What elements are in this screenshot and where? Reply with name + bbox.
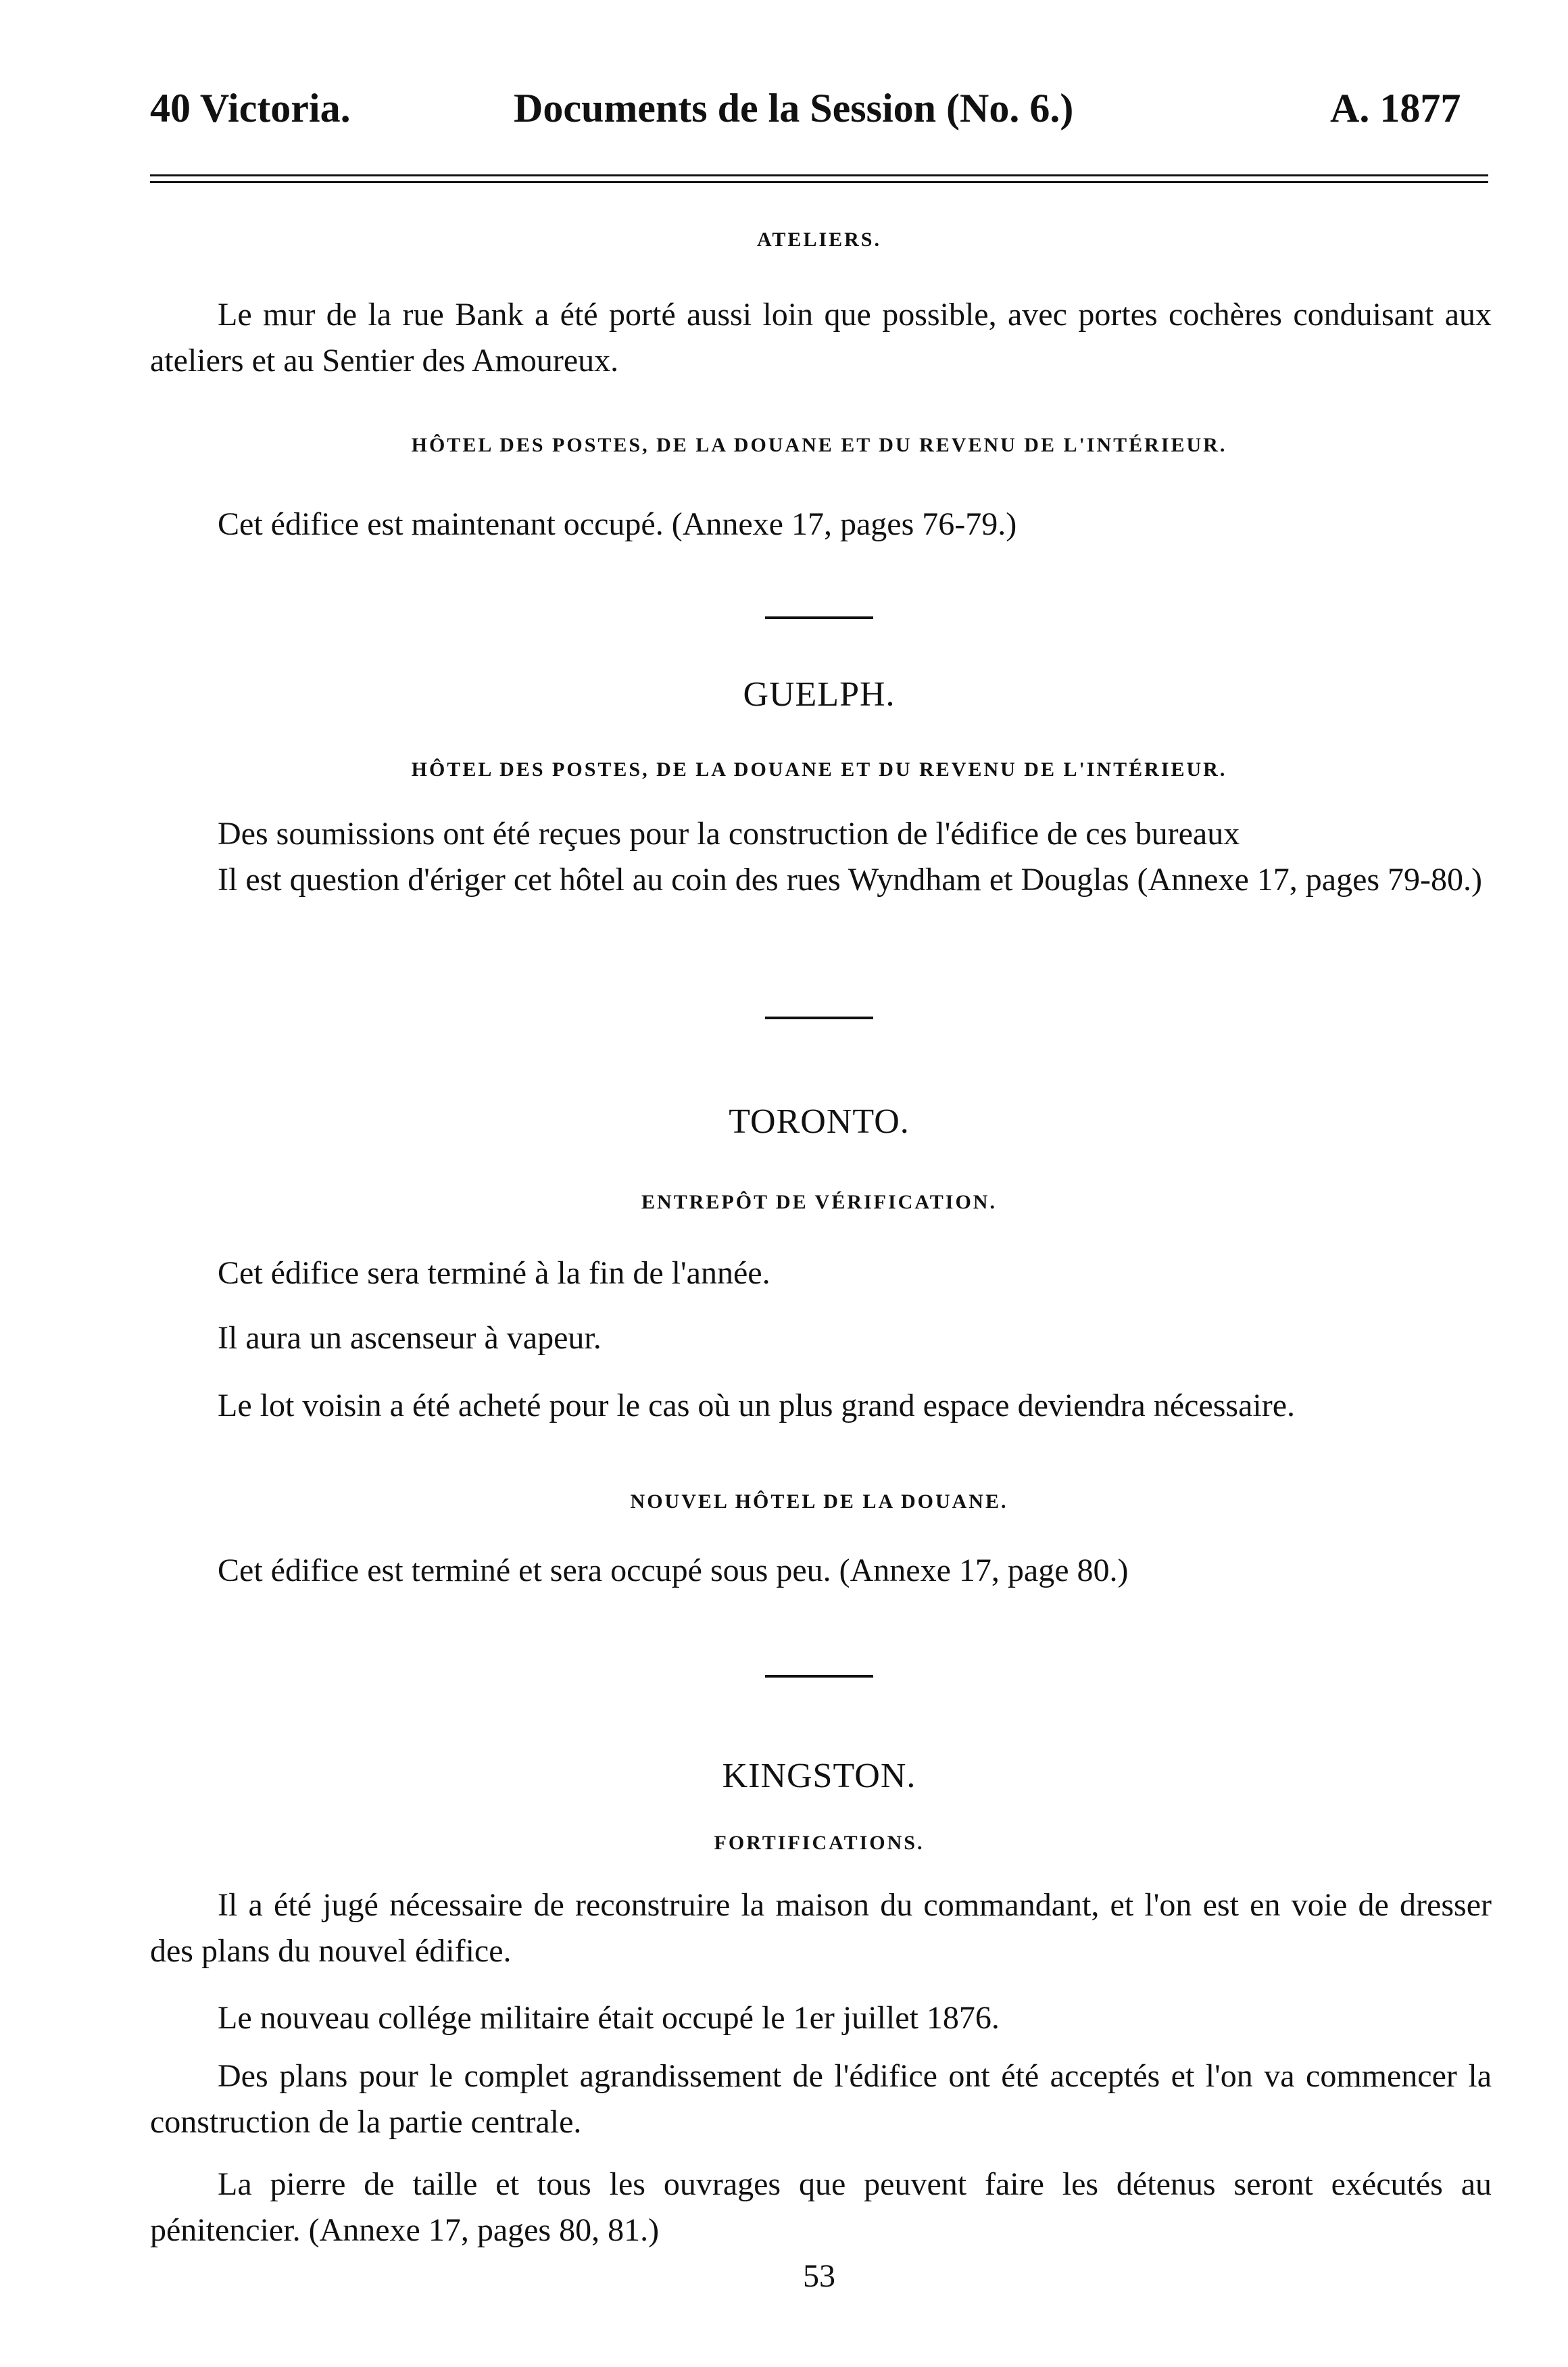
header-regnal-year: 40 Victoria. bbox=[150, 86, 351, 130]
paragraph-toronto-2: Il aura un ascenseur à vapeur. bbox=[218, 1320, 602, 1356]
header-document-title: Documents de la Session (No. 6.) bbox=[514, 86, 1074, 130]
section-title-toronto: TORONTO. bbox=[729, 1102, 910, 1141]
section-heading-entrepot: ENTREPÔT DE VÉRIFICATION. bbox=[641, 1191, 997, 1213]
paragraph-toronto-4: Cet édifice est terminé et sera occupé sous peu. (Annexe 17, page 80.) bbox=[218, 1553, 1129, 1588]
header-rule bbox=[150, 181, 1488, 183]
section-heading-hotel-guelph: HÔTEL DES POSTES, DE LA DOUANE ET DU REVENU DE L'INTÉRIEUR. bbox=[411, 758, 1227, 781]
header-year: A. 1877 bbox=[1330, 86, 1461, 130]
paragraph-kingston-1: Il a été jugé nécessaire de reconstruire la maison du commandant, et l'on est en voie de dresser des plans du nouvel édifice. bbox=[150, 1887, 1492, 1969]
paragraph-kingston-2: Le nouveau collége militaire était occupé le 1er juillet 1876. bbox=[218, 2000, 1000, 2036]
section-title-kingston: KINGSTON. bbox=[722, 1757, 916, 1795]
paragraph-ateliers: Le mur de la rue Bank a été porté aussi loin que possible, avec portes cochères conduisant aux ateliers et au Sentier des Amoureux. bbox=[150, 297, 1492, 379]
paragraph-hotel-ottawa: Cet édifice est maintenant occupé. (Annexe 17, pages 76-79.) bbox=[218, 506, 1017, 542]
paragraph-toronto-3: Le lot voisin a été acheté pour le cas où un plus grand espace deviendra nécessaire. bbox=[218, 1388, 1296, 1423]
paragraph-kingston-4: La pierre de taille et tous les ouvrages que peuvent faire les détenus seront exécutés au pénitencier. (Annexe 17, pages 80, 81.) bbox=[150, 2166, 1492, 2248]
section-heading-ateliers: ATELIERS. bbox=[756, 228, 881, 251]
section-divider bbox=[765, 1675, 873, 1678]
section-heading-douane: NOUVEL HÔTEL DE LA DOUANE. bbox=[630, 1490, 1008, 1513]
header-rule bbox=[150, 174, 1488, 176]
section-heading-hotel-ottawa: HÔTEL DES POSTES, DE LA DOUANE ET DU REVENU DE L'INTÉRIEUR. bbox=[411, 434, 1227, 456]
paragraph-toronto-1: Cet édifice sera terminé à la fin de l'année. bbox=[218, 1255, 770, 1291]
section-divider bbox=[765, 1017, 873, 1019]
page-number: 53 bbox=[803, 2258, 835, 2294]
paragraph-guelph-1: Des soumissions ont été reçues pour la construction de l'édifice de ces bureaux bbox=[218, 816, 1240, 852]
paragraph-guelph-2: Il est question d'ériger cet hôtel au coin des rues Wyndham et Douglas (Annexe 17, pages 79-80.) bbox=[218, 862, 1483, 898]
section-title-guelph: GUELPH. bbox=[743, 675, 896, 714]
paragraph-kingston-3: Des plans pour le complet agrandissement de l'édifice ont été acceptés et l'on va commencer la construction de la partie centrale. bbox=[150, 2058, 1492, 2140]
section-heading-fortifications: FORTIFICATIONS. bbox=[714, 1832, 925, 1854]
section-divider bbox=[765, 616, 873, 619]
